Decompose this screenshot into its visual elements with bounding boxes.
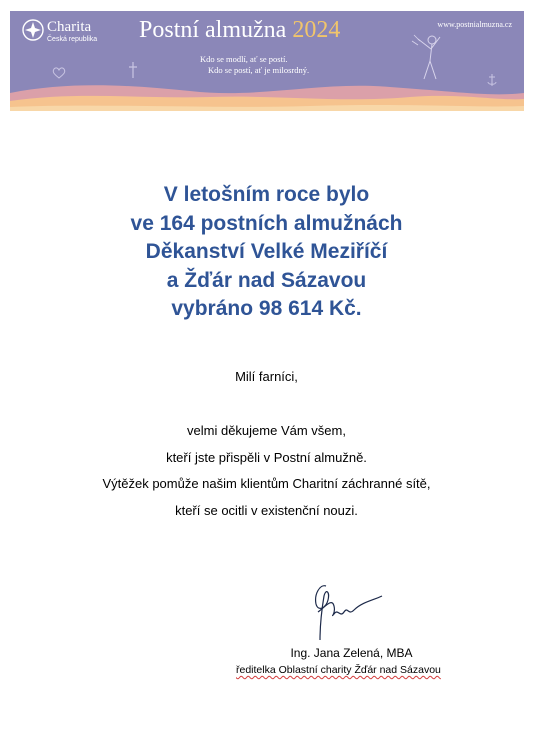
letter-line-3: Výtěžek pomůže našim klientům Charitní záchranné sítě,	[102, 476, 431, 491]
letter-line-1: velmi děkujeme Vám všem,	[187, 423, 346, 438]
campaign-name: Postní almužna	[139, 17, 287, 43]
charita-cross-icon	[22, 19, 44, 41]
signer-name: Ing. Jana Zelená, MBA	[290, 646, 413, 660]
letter-line-4: kteří se ocitli v existenční nouzi.	[175, 502, 358, 518]
logo-name: Charita	[47, 19, 92, 35]
charita-logo	[22, 19, 97, 44]
letter-line-2: kteří jste přispěli v Postní almužně.	[166, 449, 367, 465]
motto-line-1: Kdo se modlí, ať se postí.	[200, 54, 288, 64]
headline-line-3: Děkanství Velké Meziříčí	[145, 240, 388, 263]
anchor-icon	[486, 73, 498, 87]
headline	[0, 181, 533, 324]
logo-subtitle: Česká republika	[47, 36, 98, 43]
headline-line-4: a Žďár nad Sázavou	[166, 268, 367, 292]
letter-body	[0, 418, 533, 524]
headline-line-5: vybráno 98 614 Kč.	[171, 297, 362, 320]
handwritten-signature	[304, 578, 388, 644]
campaign-title	[139, 17, 340, 44]
motto-line-2: Kdo se postí, ať je milosrdný.	[208, 65, 310, 75]
cross-icon	[128, 61, 138, 79]
headline-line-2: ve 164 postních almužnách	[130, 211, 403, 235]
heart-icon	[52, 67, 66, 79]
campaign-url: www.postnialmuzna.cz	[437, 20, 512, 29]
praying-figure-icon	[410, 31, 446, 86]
signer-title: ředitelka Oblastní charity Žďár nad Sázavou	[236, 664, 441, 676]
campaign-year: 2024	[292, 17, 341, 43]
greeting: Milí farníci,	[235, 369, 298, 384]
campaign-banner	[10, 11, 524, 111]
headline-line-1: V letošním roce bylo	[163, 183, 370, 206]
